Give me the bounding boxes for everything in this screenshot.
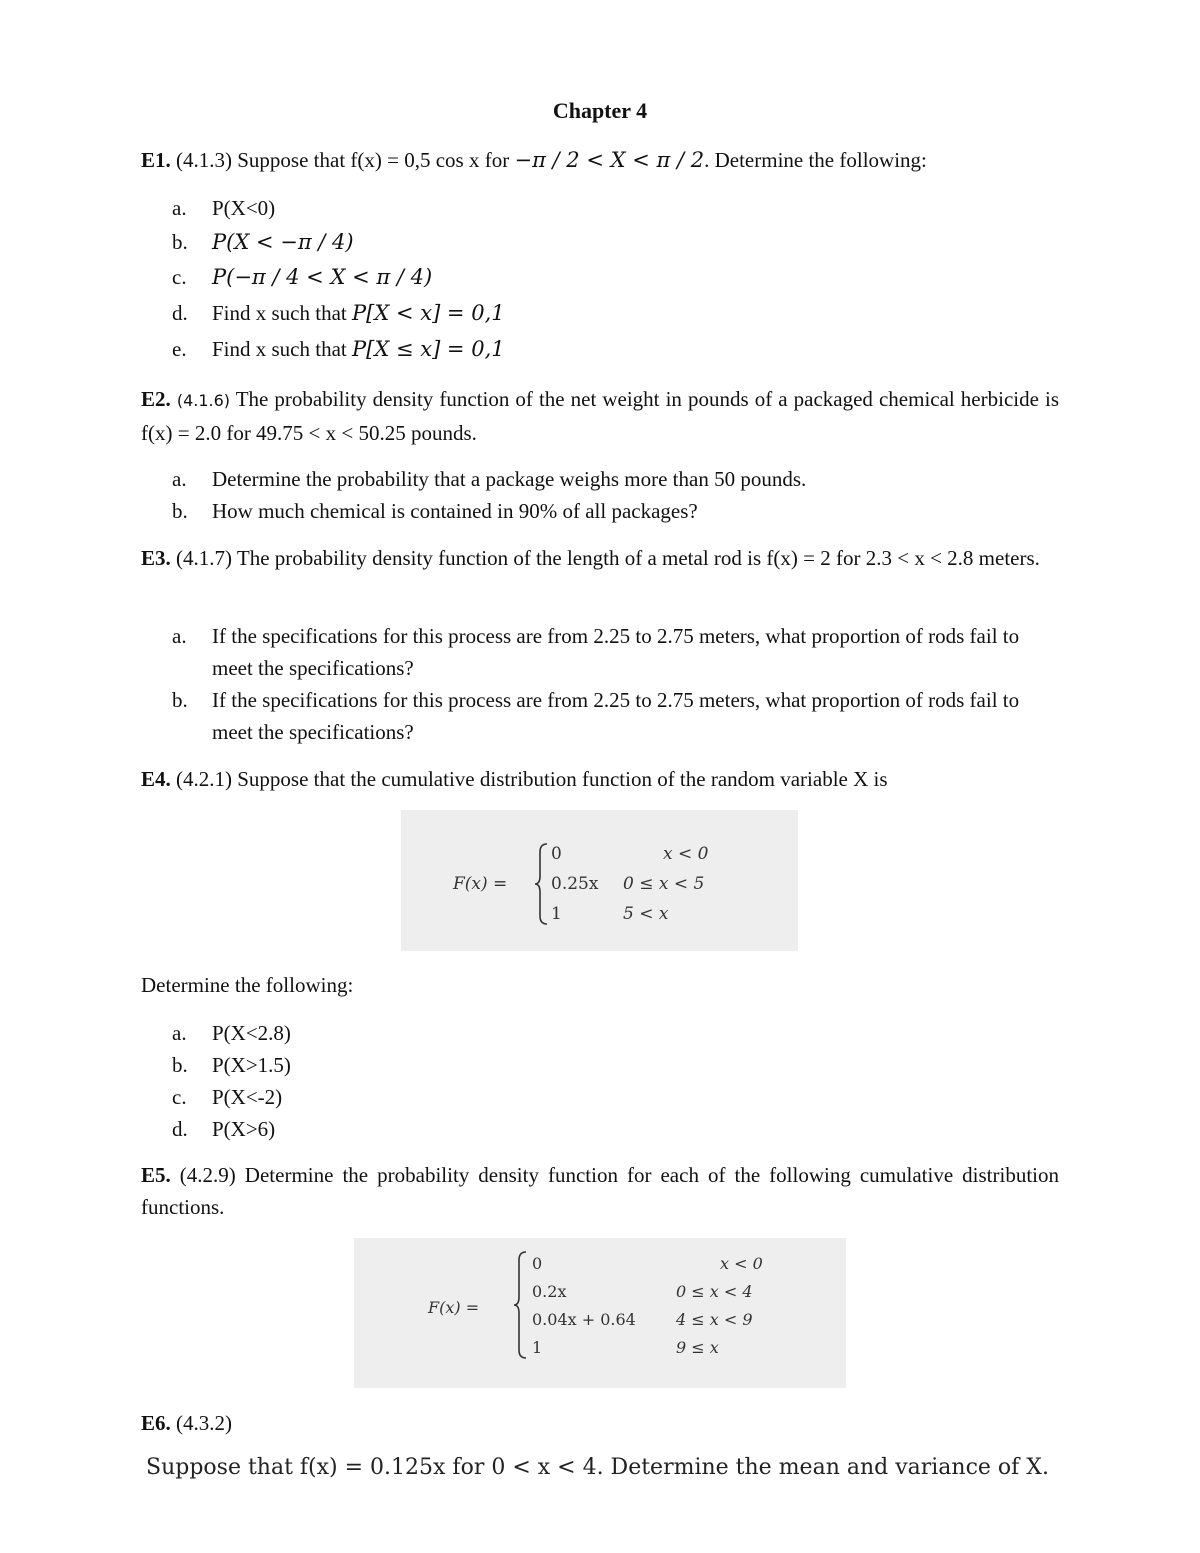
e3-head: E3. xyxy=(141,546,171,570)
case-expr: 0.25x xyxy=(551,874,599,894)
e5-head: E5. xyxy=(141,1163,171,1187)
e2-items xyxy=(172,463,1062,527)
e2-code: (4.1.6) xyxy=(176,391,231,410)
case-expr: 0.2x xyxy=(532,1282,567,1301)
case-cond: x < 0 xyxy=(663,844,709,864)
e4-fx-label: F(x) = xyxy=(453,874,508,894)
e1-tail: . Determine the following: xyxy=(704,148,927,172)
e4-formula-box xyxy=(401,810,798,951)
e6-text: Suppose that f(x) = 0.125x for 0 < x < 4. Determine the mean and variance of X. xyxy=(146,1455,1049,1480)
e2-text: The probability density function of the net weight in pounds of a packaged chemical herbicide is f(x) = 2.0 for 49.75 < x < 50.25 pounds. xyxy=(141,387,1059,445)
list-item: d. Find x such that P[X < x] = 0,1 xyxy=(172,301,505,325)
case-cond: 0 ≤ x < 4 xyxy=(676,1282,753,1301)
case-expr: 1 xyxy=(532,1338,543,1357)
case-cond: 5 < x xyxy=(623,904,669,924)
exercise-e3 xyxy=(141,542,1059,574)
e4-piecewise xyxy=(401,810,798,951)
case-cond: x < 0 xyxy=(720,1254,763,1273)
case-expr: 0 xyxy=(551,844,562,864)
e3-text: (4.1.7) The probability density function of the length of a metal rod is f(x) = 2 for 2.3 < x < 2.8 meters. xyxy=(176,546,1040,570)
case-cond: 0 ≤ x < 5 xyxy=(623,874,705,894)
exercise-e5 xyxy=(141,1159,1059,1223)
list-item: a. Determine the probability that a package weighs more than 50 pounds. xyxy=(172,467,807,491)
case-cond: 4 ≤ x < 9 xyxy=(676,1310,753,1329)
e5-text: (4.2.9) Determine the probability density function for each of the following cumulative distribution functions. xyxy=(141,1163,1060,1219)
list-item: b. How much chemical is contained in 90% of all packages? xyxy=(172,499,698,523)
e5-formula-box xyxy=(354,1238,846,1388)
exercise-e4 xyxy=(141,763,1059,795)
chapter-title: Chapter 4 xyxy=(552,98,648,123)
brace-icon xyxy=(512,1250,528,1360)
e1-items xyxy=(172,192,1062,365)
e6-code: (4.3.2) xyxy=(176,1411,233,1435)
e5-fx-label: F(x) = xyxy=(428,1298,480,1317)
list-item: b. P(X>1.5) xyxy=(172,1053,291,1077)
e3-items xyxy=(172,620,1062,748)
case-expr: 1 xyxy=(551,904,562,924)
list-item: a. P(X<0) xyxy=(172,196,276,220)
exercise-e1 xyxy=(141,144,1059,176)
e2-head: E2. xyxy=(141,387,171,411)
e1-text: (4.1.3) Suppose that f(x) = 0,5 cos x for xyxy=(176,148,510,172)
e4-items xyxy=(172,1017,1062,1145)
e1-head: E1. xyxy=(141,148,171,172)
list-item: c. P(−π / 4 < X < π / 4) xyxy=(172,265,433,289)
exercise-e2 xyxy=(141,383,1059,449)
list-item: e. Find x such that P[X ≤ x] = 0,1 xyxy=(172,337,505,361)
case-expr: 0.04x + 0.64 xyxy=(532,1310,636,1329)
list-item: b. If the specifications for this process are from 2.25 to 2.75 meters, what proportion of rods fail to meet the specifications? xyxy=(172,688,1020,744)
e6-head: E6. xyxy=(141,1411,171,1435)
case-expr: 0 xyxy=(532,1254,543,1273)
e4-after: Determine the following: xyxy=(141,973,354,997)
exercise-e6 xyxy=(141,1407,1059,1439)
e1-condition: −π / 2 < X < π / 2 xyxy=(514,148,705,172)
e5-piecewise xyxy=(354,1238,846,1388)
list-item: c. P(X<-2) xyxy=(172,1085,283,1109)
list-item: a. P(X<2.8) xyxy=(172,1021,291,1045)
e4-text: (4.2.1) Suppose that the cumulative distribution function of the random variable X is xyxy=(176,767,888,791)
list-item: a. If the specifications for this process are from 2.25 to 2.75 meters, what proportion of rods fail to meet the specifications? xyxy=(172,624,1020,680)
list-item: d. P(X>6) xyxy=(172,1117,276,1141)
list-item: b. P(X < −π / 4) xyxy=(172,230,354,254)
case-cond: 9 ≤ x xyxy=(676,1338,719,1357)
e4-head: E4. xyxy=(141,767,171,791)
brace-icon xyxy=(533,842,549,926)
